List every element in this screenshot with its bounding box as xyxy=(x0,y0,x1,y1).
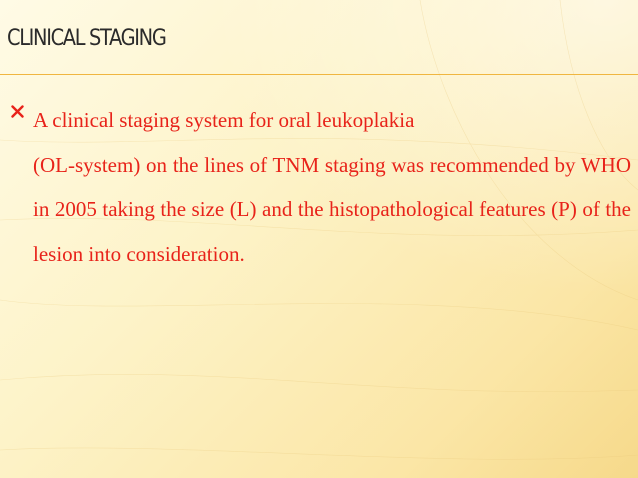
body-first-line: A clinical staging system for oral leukoplakia xyxy=(33,108,415,132)
x-mark-icon xyxy=(11,105,24,118)
title-divider xyxy=(0,74,638,75)
slide-title: CLINICAL STAGING xyxy=(7,26,166,51)
slide-body-text xyxy=(33,98,631,276)
body-rest: (OL-system) on the lines of TNM staging was recommended by WHO in 2005 taking the size (L) and the histopathological features (P) of the lesion into consideration. xyxy=(33,152,631,266)
